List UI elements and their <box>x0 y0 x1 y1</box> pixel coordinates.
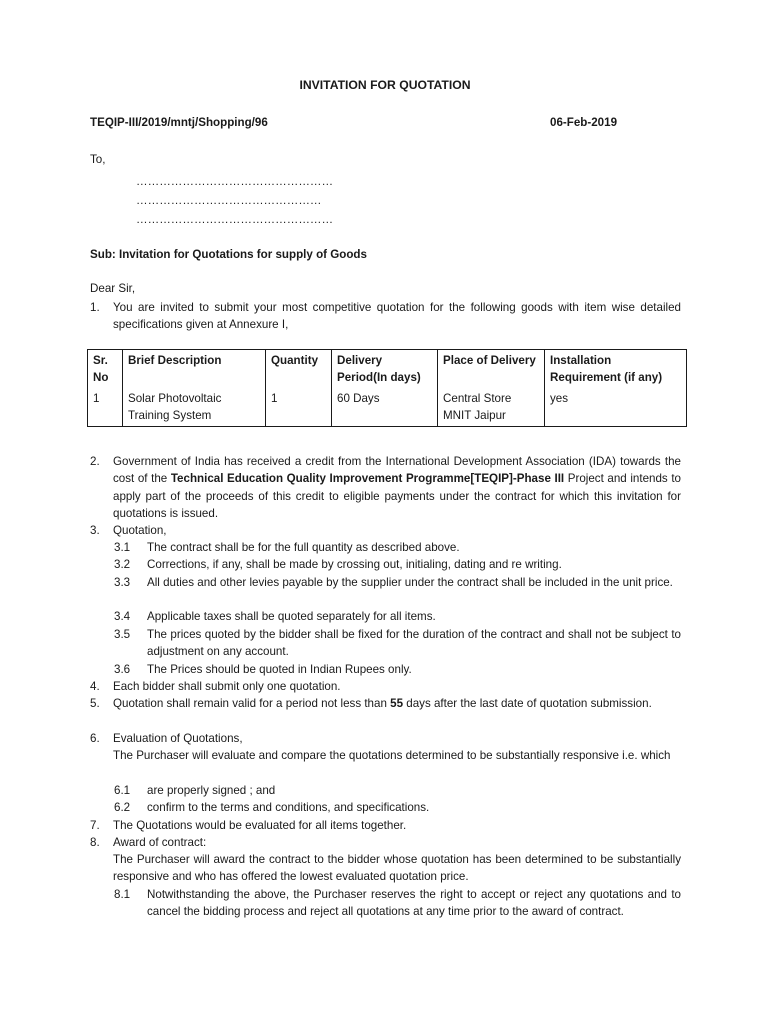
table-header-row <box>88 350 687 389</box>
clause-3-1-text: The contract shall be for the full quantity as described above. <box>147 541 460 554</box>
clause-8-text: Award of contract: <box>113 836 207 849</box>
clause-3-3-text: All duties and other levies payable by the supplier under the contract shall be included in the unit price. <box>147 576 673 589</box>
clause-2-programme-name: Technical Education Quality Improvement Programme[TEQIP]-Phase III <box>170 472 565 486</box>
clause-5-validity-days: 55 <box>390 697 404 710</box>
address-line-3: …………………………………………… <box>136 213 334 226</box>
clause-6-body: The Purchaser will evaluate and compare the quotations determined to be substantially responsive i.e. which <box>113 749 671 762</box>
header-installation-requirement: Installation Requirement (if any) <box>545 350 687 389</box>
clause-3-4-text: Applicable taxes shall be quoted separately for all items. <box>147 610 436 623</box>
clause-3-5-number: 3.5 <box>114 628 131 641</box>
clause-6-2-text: confirm to the terms and conditions, and specifications. <box>147 801 430 814</box>
clause-2-number: 2. <box>90 455 100 468</box>
address-line-1: …………………………………………… <box>136 175 334 188</box>
clause-5-text <box>113 695 681 712</box>
clause-7-number: 7. <box>90 819 100 832</box>
header-place-of-delivery: Place of Delivery <box>438 350 545 389</box>
reference-number: TEQIP-III/2019/mntj/Shopping/96 <box>90 116 268 129</box>
clause-3-2-number: 3.2 <box>114 558 131 571</box>
clause-5-number: 5. <box>90 697 100 710</box>
clause-3-2-text: Corrections, if any, shall be made by crossing out, initialing, dating and re writing. <box>147 558 562 571</box>
address-line-2: ………………………………………… <box>136 194 322 207</box>
cell-place-of-delivery: Central Store MNIT Jaipur <box>438 388 545 427</box>
clause-5-text-b: days after the last date of quotation submission. <box>403 697 652 710</box>
document-title: INVITATION FOR QUOTATION <box>299 78 471 92</box>
clause-8-body: The Purchaser will award the contract to the bidder whose quotation has been determined to be substantially responsive and who has offered the lowest evaluated quotation price. <box>113 853 681 884</box>
to-label: To, <box>90 153 106 166</box>
cell-sr-no: 1 <box>88 388 123 427</box>
subject-line: Sub: Invitation for Quotations for supply of Goods <box>90 248 367 261</box>
clause-3-4-number: 3.4 <box>114 610 131 623</box>
clause-3-6-text: The Prices should be quoted in Indian Rupees only. <box>147 663 412 676</box>
clause-1-text: You are invited to submit your most competitive quotation for the following goods with item wise detailed specifications given at Annexure I, <box>113 301 681 332</box>
clause-3-5-text: The prices quoted by the bidder shall be fixed for the duration of the contract and shall not be subject to adjustment on any account. <box>147 628 681 659</box>
clause-6-1-number: 6.1 <box>114 784 131 797</box>
clause-2-text <box>113 453 681 522</box>
clause-3-text: Quotation, <box>113 524 167 537</box>
clause-3-3-number: 3.3 <box>114 576 131 589</box>
clause-6-text: Evaluation of Quotations, <box>113 732 243 745</box>
clause-2-text-a: Government of India has received a credit from the International Development Association (IDA) towards the cost of the <box>113 455 681 486</box>
header-sr-no: Sr. No <box>88 350 123 389</box>
clause-3-6-number: 3.6 <box>114 663 131 676</box>
salutation: Dear Sir, <box>90 282 136 295</box>
clause-3-1-number: 3.1 <box>114 541 131 554</box>
clause-8-1-text: Notwithstanding the above, the Purchaser reserves the right to accept or reject any quotations and to cancel the bidding process and reject all quotations at any time prior to the award of contract. <box>147 888 681 919</box>
header-quantity: Quantity <box>266 350 332 389</box>
clause-3-number: 3. <box>90 524 100 537</box>
cell-quantity: 1 <box>266 388 332 427</box>
cell-delivery-period: 60 Days <box>332 388 438 427</box>
table-row <box>88 388 687 427</box>
clause-4-text: Each bidder shall submit only one quotation. <box>113 680 341 693</box>
clause-7-text: The Quotations would be evaluated for all items together. <box>113 819 407 832</box>
clause-8-number: 8. <box>90 836 100 849</box>
cell-installation-requirement: yes <box>545 388 687 427</box>
clause-5-text-a: Quotation shall remain valid for a period not less than <box>113 697 391 710</box>
clause-6-2-number: 6.2 <box>114 801 131 814</box>
clause-6-number: 6. <box>90 732 100 745</box>
header-delivery-period: Delivery Period(In days) <box>332 350 438 389</box>
header-brief-description: Brief Description <box>123 350 266 389</box>
document-date: 06-Feb-2019 <box>550 116 618 129</box>
clause-6-1-text: are properly signed ; and <box>147 784 276 797</box>
cell-brief-description: Solar Photovoltaic Training System <box>123 388 266 427</box>
items-table <box>87 349 687 427</box>
clause-2-text-b: Project and intends to apply part of the proceeds of this credit to eligible payments under the contract for which this invitation for quotations is issued. <box>113 472 681 520</box>
clause-4-number: 4. <box>90 680 100 693</box>
clause-1-number: 1. <box>90 301 100 314</box>
clause-8-1-number: 8.1 <box>114 888 131 901</box>
